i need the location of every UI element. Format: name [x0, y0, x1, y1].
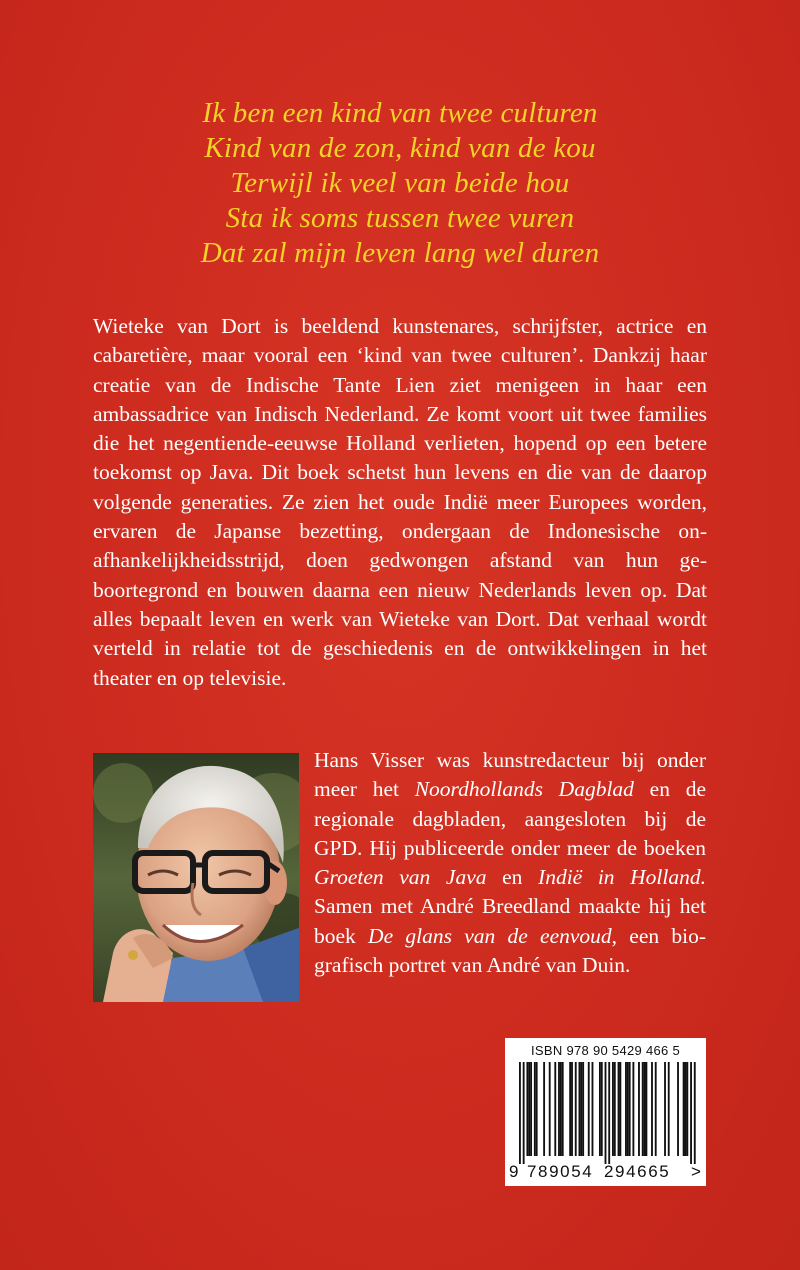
barcode-bar — [582, 1062, 584, 1156]
bio-text: Samen met André Breedland maakte hij het boek — [314, 894, 706, 948]
barcode-bar — [651, 1062, 653, 1156]
barcode-bar — [608, 1062, 610, 1164]
bio-text: Hans Visser was kunstredacteur bij onder meer het — [314, 748, 706, 802]
author-photo — [93, 753, 299, 1002]
barcode-bar — [519, 1062, 521, 1164]
barcode-bar — [619, 1062, 621, 1156]
barcode-bar — [543, 1062, 545, 1156]
poem — [0, 96, 800, 271]
poem-line: Ik ben een kind van twee culturen — [202, 97, 598, 129]
author-bio-text — [314, 746, 706, 980]
barcode-bar — [571, 1062, 573, 1156]
barcode-bar — [644, 1062, 646, 1156]
barcode-bar — [554, 1062, 556, 1156]
barcode-bar — [558, 1062, 560, 1156]
ean-quiet-mark: > — [691, 1162, 701, 1181]
barcode-bar — [605, 1062, 607, 1164]
barcode-bar — [686, 1062, 688, 1156]
barcode-bar — [523, 1062, 525, 1164]
barcode-bar — [685, 1062, 687, 1156]
barcode-bar — [668, 1062, 670, 1156]
barcode-bar — [549, 1062, 551, 1156]
poem-line: Kind van de zon, kind van de kou — [204, 132, 596, 164]
barcode-bar — [614, 1062, 616, 1156]
barcode-bar — [645, 1062, 647, 1156]
blurb-text: Wieteke van Dort is beeldend kunstenares, schrijfster, actrice en cabaretière, maar vooral een ‘kind van twee culturen’. Dankzij haar creatie van de Indische Tante Lien ziet menigeen in haar een ambassadrice van Indisch Nederland. Ze komt voort uit twee families die het negentiende-eeuwse Holland verlieten, hopend op een betere toekomst op Java. Dit boek schetst hun levens en die van de daarop volgende generaties. Ze zien het oude Indië meer Europees worden, ervaren de Japanse bezetting, ondergaan de Indonesische onafhankelijkheidsstrijd, doen gedwongen afstand van hun geboortegrond en bouwen daarna een nieuw Nederlands leven op. Dat alles bepaalt leven en werk van Wieteke van Dort. Dat verhaal wordt verteld in relatie tot de geschiedenis en de ontwikkelingen in het theater en op televisie. — [93, 314, 707, 690]
bio-text: en — [486, 865, 539, 890]
barcode-bar — [580, 1062, 582, 1156]
barcode-bar — [629, 1062, 631, 1156]
isbn-label: ISBN 978 90 5429 466 5 — [531, 1043, 680, 1058]
author-portrait-image — [93, 753, 299, 1002]
poem-line: Terwijl ik veel van beide hou — [230, 167, 570, 199]
barcode-bar — [526, 1062, 528, 1156]
barcode-bar — [575, 1062, 577, 1156]
isbn-barcode — [505, 1038, 706, 1186]
barcode-bar — [530, 1062, 532, 1156]
ean-first-digit: 9 — [509, 1162, 519, 1181]
barcode-bar — [664, 1062, 666, 1156]
bio-title: Indië in Holland. — [538, 865, 706, 890]
barcode-bar — [601, 1062, 603, 1156]
barcode-bar — [592, 1062, 594, 1156]
barcode-bar — [683, 1062, 685, 1156]
barcode-bar — [588, 1062, 590, 1156]
barcode-bar — [612, 1062, 614, 1156]
barcode-bar — [625, 1062, 627, 1156]
barcode-bar — [562, 1062, 564, 1156]
barcode-bar — [569, 1062, 571, 1156]
bio-text: , een biografisch portret van André van Duin. — [314, 923, 707, 978]
bio-title: De glans van de eenvoud — [368, 923, 612, 948]
barcode-bar — [560, 1062, 562, 1156]
barcode-bar — [528, 1062, 530, 1156]
barcode-bar — [655, 1062, 657, 1156]
barcode-bar — [632, 1062, 634, 1156]
barcode-bar — [579, 1062, 581, 1156]
ean-right-group: 294665 — [604, 1162, 671, 1181]
barcode-bar — [677, 1062, 679, 1156]
bio-title: Noordhollands Dagblad — [414, 777, 634, 802]
barcode-bars — [505, 1062, 706, 1164]
barcode-bar — [534, 1062, 536, 1156]
book-blurb — [93, 312, 707, 693]
poem-line: Dat zal mijn leven lang wel duren — [200, 237, 600, 269]
bio-text: en de regionale dagbladen, aangesloten bij de GPD. Hij publiceerde onder meer de boeken — [314, 777, 706, 860]
barcode-bar — [599, 1062, 601, 1156]
barcode-bar — [536, 1062, 538, 1156]
bio-title: Groeten van Java — [314, 865, 487, 890]
barcode-bar — [638, 1062, 640, 1156]
poem-line: Sta ik soms tussen twee vuren — [225, 202, 575, 234]
ean-left-group: 789054 — [527, 1162, 594, 1181]
barcode-bar — [694, 1062, 696, 1164]
barcode-bar — [642, 1062, 644, 1156]
author-bio — [314, 746, 706, 980]
barcode-bar — [627, 1062, 629, 1156]
barcode-bar — [618, 1062, 620, 1156]
barcode-bar — [690, 1062, 692, 1164]
